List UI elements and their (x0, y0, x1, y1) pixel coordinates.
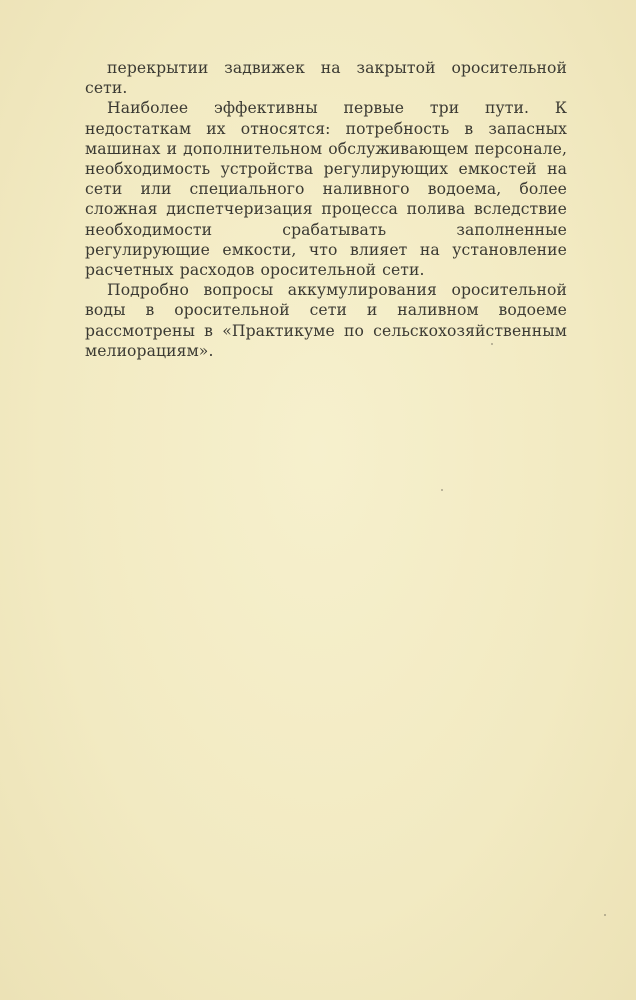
paragraph-reference: Подробно вопросы аккумулирования оросительной воды в оросительной сети и наливном водоеме рассмотрены в «Практикуме по сельскохозяйственным мелиорациям». (85, 281, 567, 360)
paper-speck (441, 489, 443, 491)
body-text (85, 58, 567, 361)
paper-speck (491, 343, 493, 345)
paragraph-methods: Наиболее эффективны первые три пути. К недостаткам их относятся: потребность в запасных машинах и дополнительном обслуживающем персонале, необходимость устройства регулирующих емкостей на сети или специального наливного водоема, более сложная диспетчеризация процесса полива вследствие необходимости срабатывать заполненные регулирующие емкости, что влияет на установление расчетных расходов оросительной сети. (85, 99, 567, 280)
paragraph-continuation: перекрытии задвижек на закрытой оросительной сети. (85, 59, 567, 98)
paper-speck (604, 914, 606, 916)
